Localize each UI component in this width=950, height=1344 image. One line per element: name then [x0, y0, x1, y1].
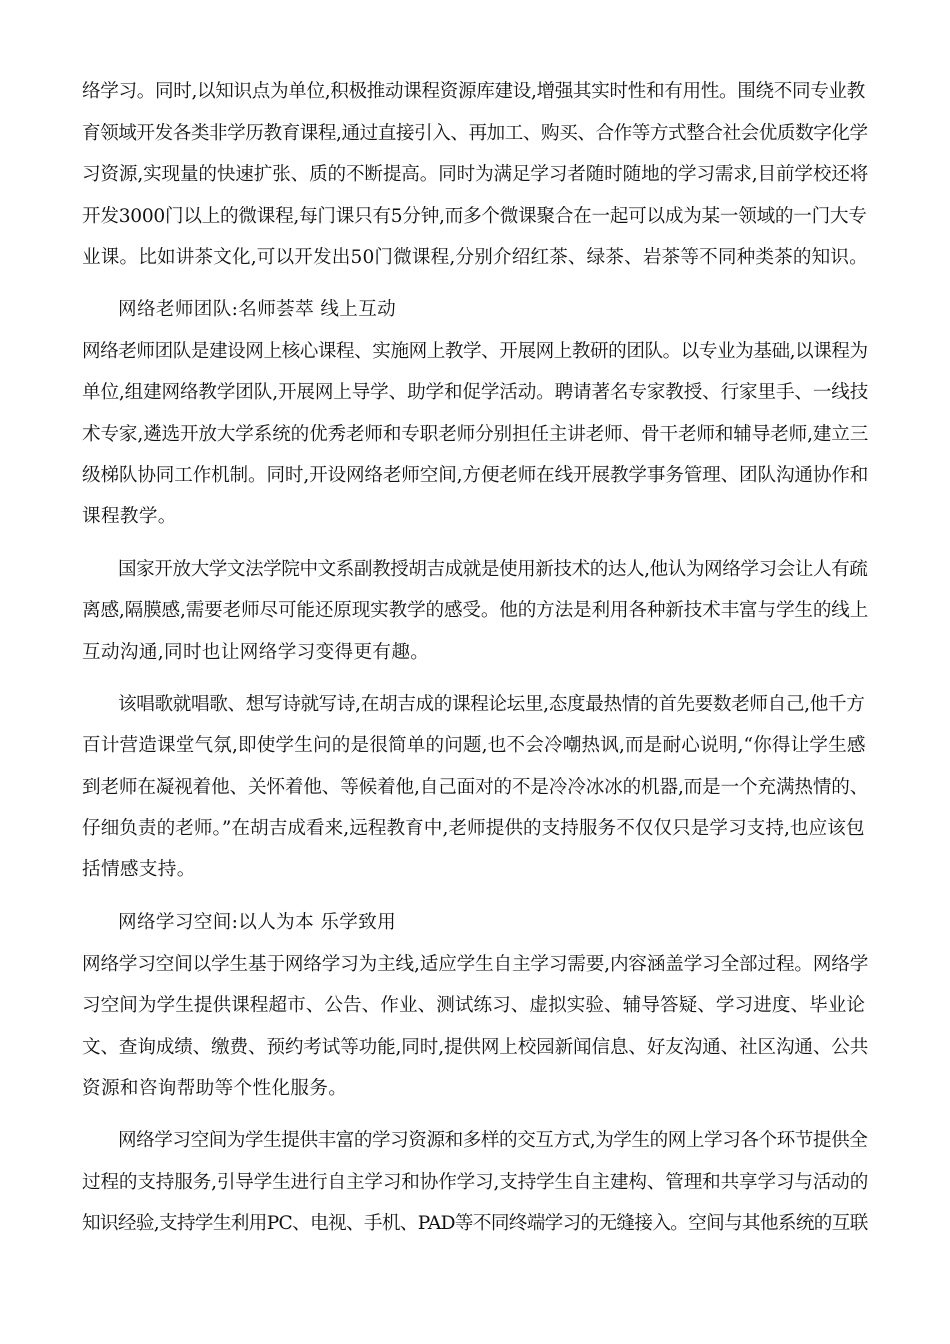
text-line: 网络学习空间以学生基于网络学习为主线,适应学生自主学习需要,内容涵盖学习全部过程。网络学 [82, 954, 869, 975]
text-line: 课程教学。 [82, 506, 177, 527]
text-line: 到老师在凝视着他、关怀着他、等候着他,自己面对的不是冷冷冰冰的机器,而是一个充满热情的、 [82, 777, 869, 798]
text-line: 离感,隔膜感,需要老师尽可能还原现实教学的感受。他的方法是利用各种新技术丰富与学生的线上 [82, 600, 869, 621]
text-line: 括情感支持。 [82, 859, 196, 880]
section-heading-learning-space: 网络学习空间:以人为本 乐学致用 [118, 912, 397, 933]
text-line: 该唱歌就唱歌、想写诗就写诗,在胡吉成的课程论坛里,态度最热情的首先要数老师自己,他千方 [118, 694, 865, 715]
text-line: 习空间为学生提供课程超市、公告、作业、测试练习、虚拟实验、辅导答疑、学习进度、毕业论 [82, 995, 866, 1016]
text-line: 资源和咨询帮助等个性化服务。 [82, 1078, 348, 1099]
text-line: 知识经验,支持学生利用PC、电视、手机、PAD等不同终端学习的无缝接入。空间与其他系统的互联 [82, 1213, 868, 1234]
text-line: 互动沟通,同时也让网络学习变得更有趣。 [82, 642, 430, 663]
text-line: 国家开放大学文法学院中文系副教授胡吉成就是使用新技术的达人,他认为网络学习会让人有疏 [118, 559, 868, 580]
text-line: 过程的支持服务,引导学生进行自主学习和协作学习,支持学生自主建构、管理和共享学习与活动的 [82, 1172, 869, 1193]
text-line: 术专家,遴选开放大学系统的优秀老师和专职老师分别担任主讲老师、骨干老师和辅导老师,建立三 [82, 424, 869, 445]
text-line: 百计营造课堂气氛,即使学生问的是很简单的问题,也不会冷嘲热讽,而是耐心说明,“你得让学生感 [82, 735, 866, 756]
section-heading-teacher-team: 网络老师团队:名师荟萃 线上互动 [118, 299, 397, 320]
text-line: 业课。比如讲茶文化,可以开发出50门微课程,分别介绍红茶、绿茶、岩茶等不同种类茶的知识。 [82, 247, 868, 268]
text-line: 网络老师团队是建设网上核心课程、实施网上教学、开展网上教研的团队。以专业为基础,以课程为 [82, 341, 868, 362]
text-line: 习资源,实现量的快速扩张、质的不断提高。同时为满足学习者随时随地的学习需求,目前学校还将 [82, 164, 869, 185]
text-line: 仔细负责的老师。”在胡吉成看来,远程教育中,老师提供的支持服务不仅仅只是学习支持,也应该包 [82, 818, 865, 839]
text-line: 网络学习空间为学生提供丰富的学习资源和多样的交互方式,为学生的网上学习各个环节提供全 [118, 1130, 868, 1151]
text-line: 开发3000门以上的微课程,每门课只有5分钟,而多个微课聚合在一起可以成为某一领域的一门大专 [82, 206, 867, 227]
text-line: 文、查询成绩、缴费、预约考试等功能,同时,提供网上校园新闻信息、好友沟通、社区沟通、公共 [82, 1037, 869, 1058]
text-line: 育领域开发各类非学历教育课程,通过直接引入、再加工、购买、合作等方式整合社会优质数字化学 [82, 123, 868, 144]
text-line: 级梯队协同工作机制。同时,开设网络老师空间,方便老师在线开展教学事务管理、团队沟通协作和 [82, 465, 869, 486]
text-line: 络学习。同时,以知识点为单位,积极推动课程资源库建设,增强其实时性和有用性。围绕不同专业教 [82, 81, 865, 102]
text-line: 单位,组建网络教学团队,开展网上导学、助学和促学活动。聘请著名专家教授、行家里手、一线技 [82, 382, 869, 403]
